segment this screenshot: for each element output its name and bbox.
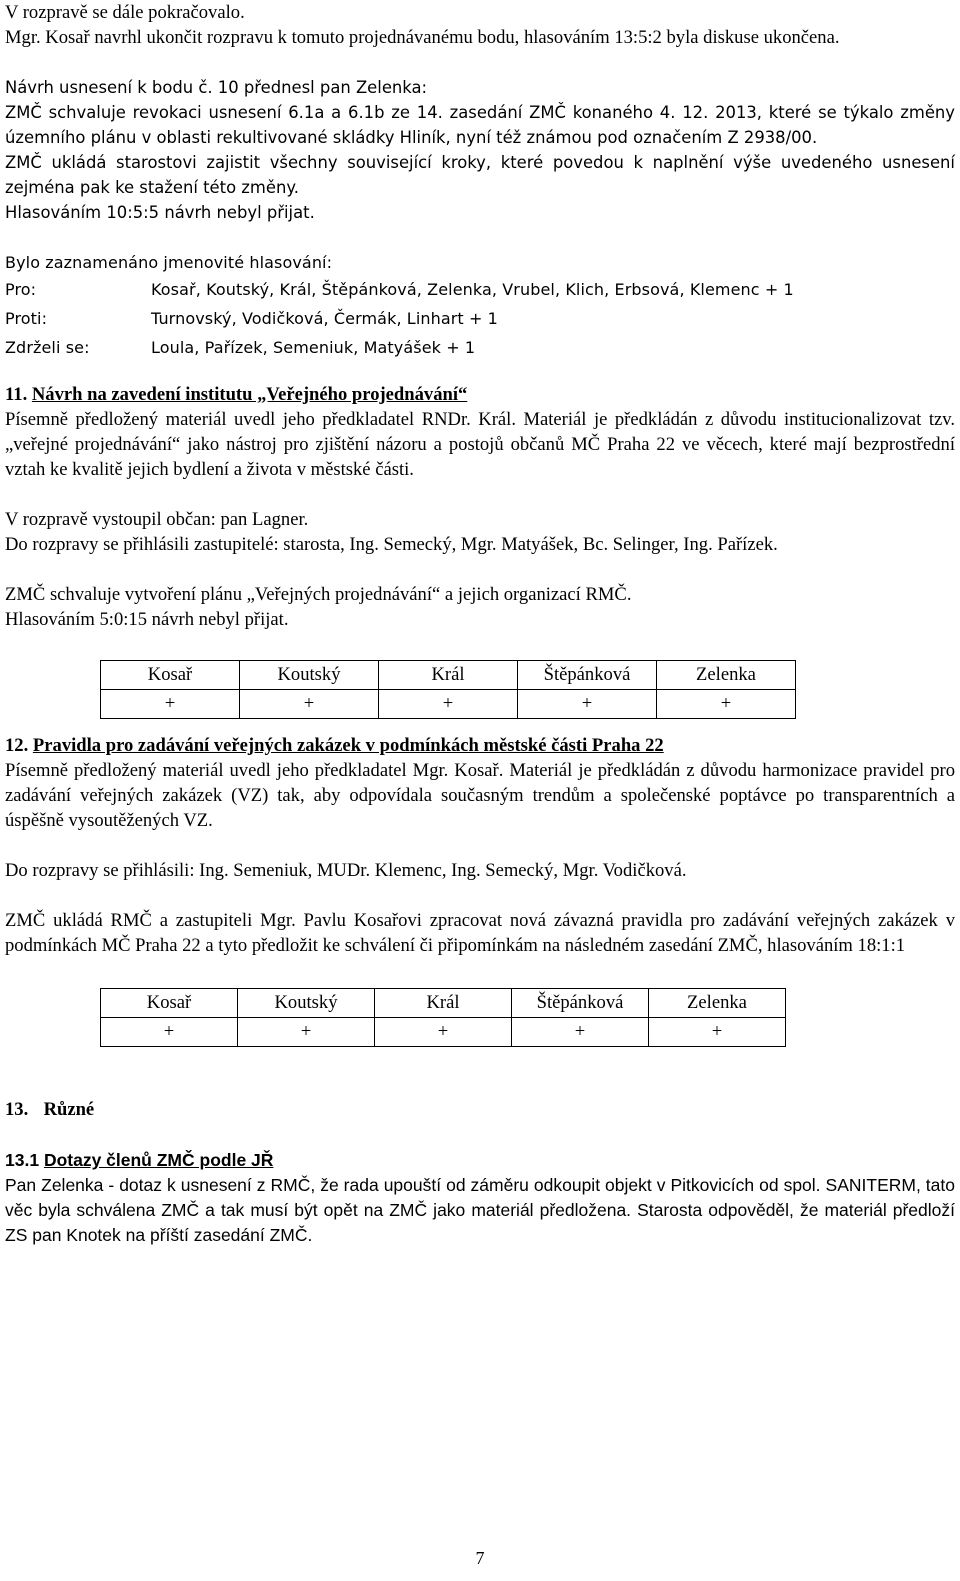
named-vote-row-pro: [5, 275, 955, 304]
vote-table-name-cell: Štěpánková: [512, 989, 649, 1018]
item-13-1-body: Pan Zelenka - dotaz k usnesení z RMČ, že rada upouští od záměru odkoupit objekt v Pitkovicích od spol. SANITERM, tato věc byla schválena ZMČ a tak musí být opět na ZMČ jako materiál předložena. Starosta odpověděl, že materiál předloží ZS pan Knotek na příští zasedání ZMČ.: [5, 1175, 955, 1245]
item-12-resolution: ZMČ ukládá RMČ a zastupiteli Mgr. Pavlu Kosařovi zpracovat nová závazná pravidla pro zadávání veřejných zakázek v podmínkách MČ Praha 22 a tyto předložit ke schválení či připomínkám na následném zasedání ZMČ, hlasováním 18:1:1: [5, 910, 955, 956]
vote-table-vote-cell: +: [512, 1018, 649, 1047]
item-12-number: 12.: [5, 735, 29, 756]
item-11-number: 11.: [5, 384, 28, 405]
page-number: 7: [475, 1548, 485, 1568]
item-12-debaters: Do rozpravy se přihlásili: Ing. Semeniuk, MUDr. Klemenc, Ing. Semecký, Mgr. Vodičková.: [5, 860, 687, 881]
item-11-speaker: V rozpravě vystoupil občan: pan Lagner.: [5, 509, 309, 530]
vote-table-name-cell: Král: [375, 989, 512, 1018]
item-13-1-title: Dotazy členů ZMČ podle JŘ: [43, 1150, 274, 1170]
document-page: [5, 0, 955, 1248]
item-13-1-block: [5, 1148, 955, 1248]
vote-table-name-cell: Král: [379, 661, 518, 690]
item-12-title: Pravidla pro zadávání veřejných zakázek v podmínkách městské části Praha 22: [32, 735, 664, 756]
item-13-number: 13.: [5, 1099, 29, 1120]
vote-table-vote-cell: +: [238, 1018, 375, 1047]
named-vote-names: Turnovský, Vodičková, Čermák, Linhart + 1: [151, 309, 498, 328]
vote-table-vote-cell: +: [101, 1018, 238, 1047]
named-vote-row-proti: [5, 304, 955, 333]
item-12-body: Písemně předložený materiál uvedl jeho předkladatel Mgr. Kosař. Materiál je předkládán z důvodu harmonizace pravidel pro zadávání veřejných zakázek (VZ) tak, aby odpovídala současným trendům a společenské poptávce po transparentních a úspěšně vysoutěžených VZ.: [5, 760, 955, 831]
vote-table-name-cell: Koutský: [240, 661, 379, 690]
item-12-vote-table: [100, 988, 786, 1047]
named-vote-label: Pro:: [5, 280, 37, 299]
item-10-named-vote: [5, 250, 955, 362]
named-vote-label: Proti:: [5, 309, 48, 328]
named-vote-label: Zdrželi se:: [5, 338, 90, 357]
item-12-heading: [5, 733, 955, 758]
item-10-resolution-2: ZMČ ukládá starostovi zajistit všechny související kroky, které povedou k naplnění výše uvedeného usnesení zejména pak ke stažení této změny.: [5, 153, 955, 197]
vote-table-vote-cell: +: [379, 690, 518, 719]
vote-table-vote-cell: +: [375, 1018, 512, 1047]
named-vote-names: Loula, Pařízek, Semeniuk, Matyášek + 1: [151, 338, 476, 357]
item-11-vote-result: Hlasováním 5:0:15 návrh nebyl přijat.: [5, 609, 289, 630]
vote-table-name-cell: Zelenka: [649, 989, 786, 1018]
item-13-heading: [5, 1097, 955, 1122]
item-10-resolution-1: ZMČ schvaluje revokaci usnesení 6.1a a 6.1b ze 14. zasedání ZMČ konaného 4. 12. 2013, které se týkalo změny územního plánu v oblasti rekultivované skládky Hliník, nyní též známou pod označením Z 2938/00.: [5, 103, 955, 147]
vote-table-names-row: [101, 989, 786, 1018]
vote-table-name-cell: Štěpánková: [518, 661, 657, 690]
vote-table-vote-cell: +: [101, 690, 240, 719]
item-10-proposal-heading: Návrh usnesení k bodu č. 10 přednesl pan Zelenka:: [5, 78, 428, 97]
vote-table-vote-cell: +: [657, 690, 796, 719]
vote-table-names-row: [101, 661, 796, 690]
item-13-title: Různé: [43, 1099, 95, 1120]
vote-table-name-cell: Kosař: [101, 661, 240, 690]
vote-table-votes-row: [101, 1018, 786, 1047]
vote-table-name-cell: Kosař: [101, 989, 238, 1018]
item-10-resolution-block: [5, 75, 955, 225]
item-11-title: Návrh na zavedení institutu „Veřejného projednávání“: [31, 384, 468, 405]
item-11-body: Písemně předložený materiál uvedl jeho předkladatel RNDr. Král. Materiál je předkládán z důvodu institucionalizovat tzv. „veřejné projednávání“ jako nástroj pro zjištění názoru a postojů občanů MČ Praha 22 ve věcech, které mají bezprostřední vztah ke kvalitě jejich bydlení a života v městské části.: [5, 409, 955, 480]
item-13-1-heading: [5, 1148, 955, 1173]
paragraph-intro-1: V rozpravě se dále pokračovalo.: [5, 2, 245, 23]
paragraph-intro-2: Mgr. Kosař navrhl ukončit rozpravu k tomuto projednávanému bodu, hlasováním 13:5:2 byla diskuse ukončena.: [5, 27, 840, 48]
item-11-resolution: ZMČ schvaluje vytvoření plánu „Veřejných projednávání“ a jejich organizací RMČ.: [5, 584, 632, 605]
named-vote-heading: Bylo zaznamenáno jmenovité hlasování:: [5, 253, 333, 272]
vote-table-name-cell: Zelenka: [657, 661, 796, 690]
item-11-debaters: Do rozpravy se přihlásili zastupitelé: starosta, Ing. Semecký, Mgr. Matyášek, Bc. Selinger, Ing. Pařízek.: [5, 534, 778, 555]
item-11-heading: [5, 382, 955, 407]
vote-table-vote-cell: +: [518, 690, 657, 719]
named-vote-names: Kosař, Koutský, Král, Štěpánková, Zelenka, Vrubel, Klich, Erbsová, Klemenc + 1: [151, 280, 794, 299]
vote-table-name-cell: Koutský: [238, 989, 375, 1018]
item-10-vote-result: Hlasováním 10:5:5 návrh nebyl přijat.: [5, 203, 315, 222]
item-11-vote-table: [100, 660, 796, 719]
vote-table-vote-cell: +: [649, 1018, 786, 1047]
named-vote-row-zdrzeli: [5, 333, 955, 362]
vote-table-votes-row: [101, 690, 796, 719]
item-13-1-number: 13.1: [5, 1150, 40, 1170]
vote-table-vote-cell: +: [240, 690, 379, 719]
